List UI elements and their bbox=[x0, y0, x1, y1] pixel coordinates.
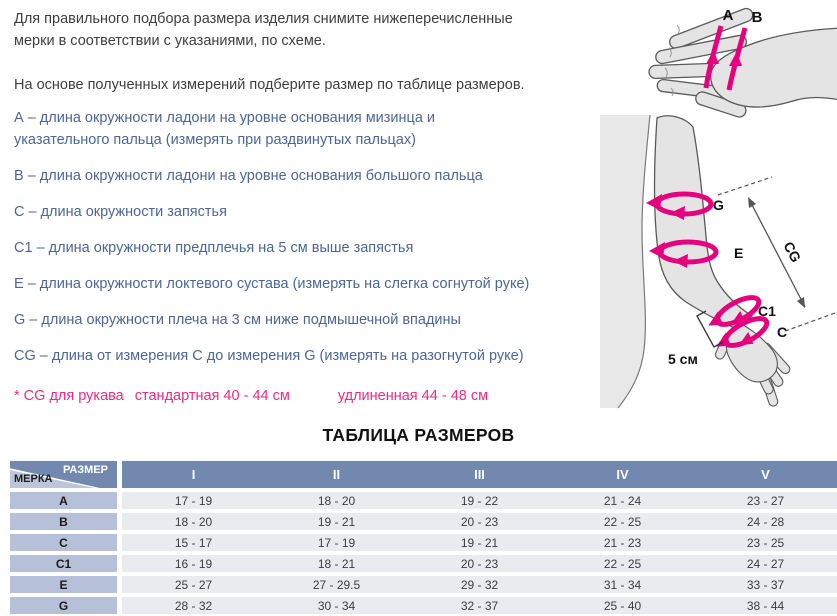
dashed-line-g bbox=[718, 177, 772, 195]
corner-label-measure: МЕРКА bbox=[14, 473, 53, 485]
row-label-c: С bbox=[10, 534, 117, 551]
table-row bbox=[10, 534, 837, 551]
cell-e-3: 29 - 32 bbox=[460, 577, 499, 592]
row-label-b: В bbox=[10, 513, 117, 530]
row-label-g: G bbox=[10, 597, 117, 614]
row-data-a bbox=[122, 492, 837, 509]
cell-c1-4: 22 - 25 bbox=[603, 556, 642, 571]
corner-cell bbox=[10, 461, 117, 488]
cell-c1-3: 20 - 23 bbox=[460, 556, 499, 571]
cell-c-4: 21 - 23 bbox=[603, 535, 642, 550]
column-header-5: V bbox=[761, 467, 770, 482]
cell-c1-1: 16 - 19 bbox=[174, 556, 213, 571]
arm-label-cg: CG bbox=[780, 238, 805, 265]
size-table bbox=[10, 461, 837, 616]
cell-c-5: 23 - 25 bbox=[746, 535, 785, 550]
cell-g-1: 28 - 32 bbox=[174, 598, 213, 613]
cell-a-1: 17 - 19 bbox=[174, 493, 213, 508]
intro-paragraph-1: Для правильного подбора размера изделия снимите нижеперечисленные мерки в соответствии с указаниями, по схеме. bbox=[14, 11, 513, 49]
arm-label-g: G bbox=[713, 197, 724, 213]
arm-label-c: С bbox=[777, 324, 788, 340]
note-standard-length: стандартная 40 - 44 см bbox=[134, 388, 290, 404]
arm-shape bbox=[655, 116, 753, 328]
arrow-up-icon bbox=[748, 197, 756, 208]
row-label-a: А bbox=[10, 492, 117, 509]
measurement-item-cg: CG – длина от измерения С до измерения G (измерять на разогнутой руке) bbox=[14, 348, 524, 364]
cell-a-3: 19 - 22 bbox=[460, 493, 499, 508]
row-label-e: Е bbox=[10, 576, 117, 593]
cell-a-4: 21 - 24 bbox=[603, 493, 642, 508]
cell-g-3: 32 - 37 bbox=[460, 598, 499, 613]
arm-label-5cm: 5 см bbox=[668, 351, 698, 367]
knuckle-mark bbox=[677, 25, 679, 34]
cell-b-5: 24 - 28 bbox=[746, 514, 785, 529]
note-prefix: * CG для рукава bbox=[14, 388, 124, 404]
cell-e-5: 33 - 37 bbox=[746, 577, 785, 592]
table-row bbox=[10, 597, 837, 614]
dashed-line-c bbox=[785, 313, 835, 331]
column-header-4: IV bbox=[616, 467, 629, 482]
cell-g-5: 38 - 44 bbox=[746, 598, 785, 613]
cell-b-1: 18 - 20 bbox=[174, 514, 213, 529]
column-header-1: I bbox=[191, 467, 196, 482]
cell-a-2: 18 - 20 bbox=[317, 493, 356, 508]
hand-label-a: А bbox=[722, 7, 734, 24]
cell-c-2: 17 - 19 bbox=[317, 535, 356, 550]
hand-label-b: B bbox=[751, 9, 763, 26]
cell-b-2: 19 - 21 bbox=[317, 514, 356, 529]
measurement-item-a: А – длина окружности ладони на уровне основания мизинца и указательного пальца (измерять при раздвинутых пальцах) bbox=[14, 110, 436, 148]
palm-shape bbox=[726, 325, 777, 382]
row-data-b bbox=[122, 513, 837, 530]
sleeve-length-note bbox=[14, 385, 604, 407]
measurement-item-e: Е – длина окружности локтевого сустава (измерять на слегка согнутой руке) bbox=[14, 276, 530, 292]
table-row bbox=[10, 576, 837, 593]
size-table-header-row bbox=[10, 461, 837, 488]
corner-label-size: РАЗМЕР bbox=[62, 464, 108, 476]
arm-measurement-diagram bbox=[600, 115, 837, 420]
table-row bbox=[10, 513, 837, 530]
cell-g-4: 25 - 40 bbox=[603, 598, 642, 613]
cell-b-4: 22 - 25 bbox=[603, 514, 642, 529]
measurement-item-b: В – длина окружности ладони на уровне основания большого пальца bbox=[14, 168, 483, 184]
column-header-2: II bbox=[332, 467, 341, 482]
note-extended-length: удлиненная 44 - 48 см bbox=[337, 388, 489, 404]
cell-c-3: 19 - 21 bbox=[460, 535, 499, 550]
row-label-c1: С1 bbox=[10, 555, 117, 572]
cell-c1-2: 18 - 21 bbox=[317, 556, 356, 571]
size-table-title: ТАБЛИЦА РАЗМЕРОВ bbox=[322, 425, 515, 445]
table-row bbox=[10, 492, 837, 509]
arm-label-c1: С1 bbox=[758, 303, 776, 319]
hand-measurement-diagram bbox=[607, 0, 837, 120]
measurement-item-g: G – длина окружности плеча на 3 см ниже подмышечной впадины bbox=[14, 312, 461, 328]
measurement-item-c1: С1 – длина окружности предплечья на 5 см выше запястья bbox=[14, 240, 414, 256]
column-header-band bbox=[122, 461, 837, 488]
cell-c1-5: 24 - 27 bbox=[746, 556, 785, 571]
measurement-item-c: С – длина окружности запястья bbox=[14, 204, 227, 220]
arm-label-e: Е bbox=[734, 245, 744, 261]
row-data-g bbox=[122, 597, 837, 614]
row-data-e bbox=[122, 576, 837, 593]
row-data-c1 bbox=[122, 555, 837, 572]
measurement-list bbox=[14, 107, 604, 367]
cell-e-2: 27 - 29.5 bbox=[312, 577, 361, 592]
instructions-column bbox=[14, 8, 604, 407]
cell-b-3: 20 - 23 bbox=[460, 514, 499, 529]
cell-e-4: 31 - 34 bbox=[603, 577, 642, 592]
column-header-3: III bbox=[474, 467, 485, 482]
cell-c-1: 15 - 17 bbox=[174, 535, 213, 550]
intro-paragraph-2: На основе полученных измерений подберите размер по таблице размеров. bbox=[14, 77, 525, 93]
row-data-c bbox=[122, 534, 837, 551]
cell-g-2: 30 - 34 bbox=[317, 598, 356, 613]
cell-a-5: 23 - 27 bbox=[746, 493, 785, 508]
cell-e-1: 25 - 27 bbox=[174, 577, 213, 592]
table-row bbox=[10, 555, 837, 572]
